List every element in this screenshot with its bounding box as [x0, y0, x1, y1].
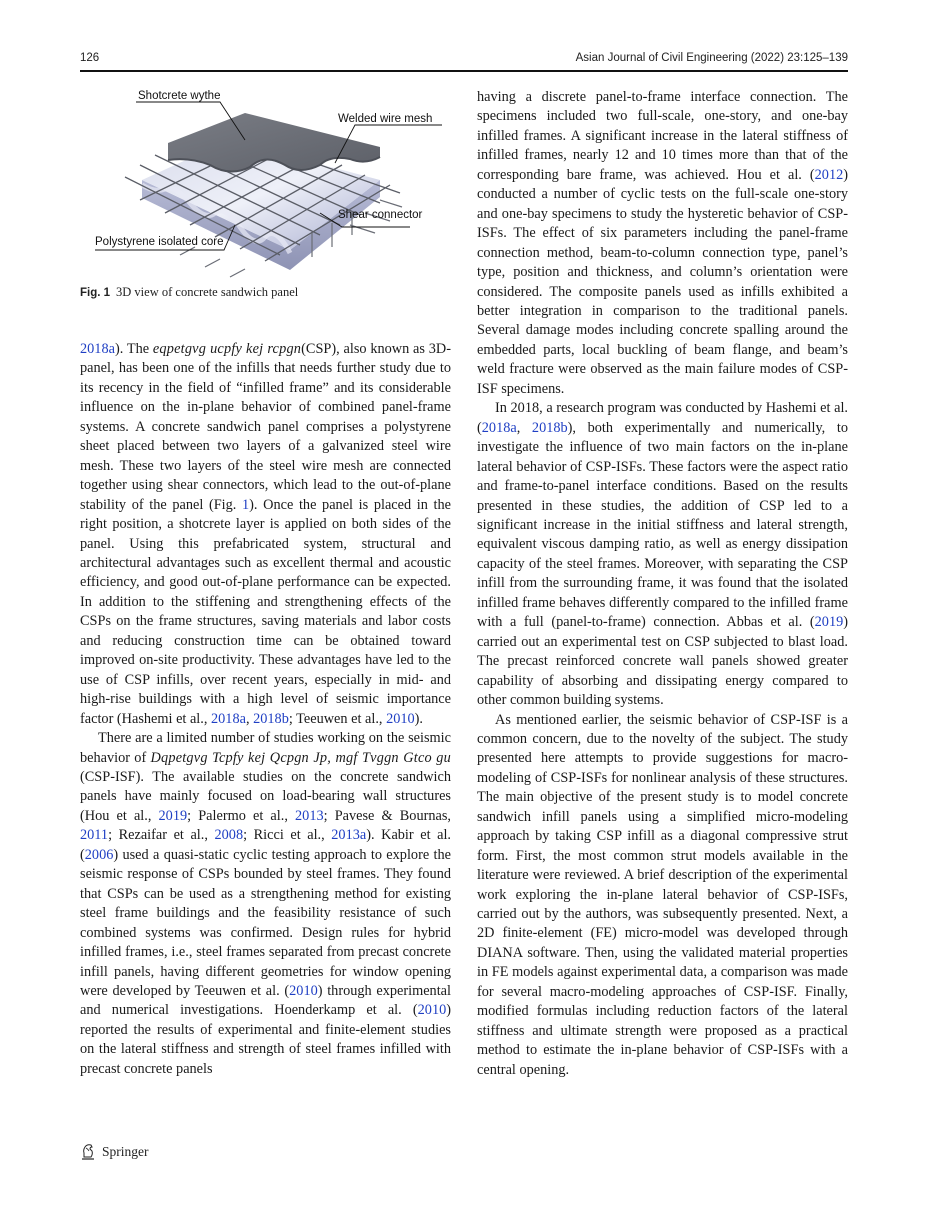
header-rule: [80, 70, 848, 72]
body-text: ,: [245, 710, 254, 727]
callout-polystyrene-core: Polystyrene isolated core: [95, 236, 224, 248]
citation-link[interactable]: 2010: [386, 710, 415, 727]
body-text: ; Rezaifar et al.,: [108, 827, 215, 844]
body-text: ), both experimentally and numerically, to investigate the influence of two main factors on the in-plane lateral behavior of CSP-ISFs. These factors were the aspect ratio and frame-to-panel interface conditions. Based on the results presented in these studies, the addition of CSP led to a significant increase in the initial stiffness and lateral strength, equivalent viscous damping ratio, as well as energy dissipation capacity of the steel frames. Moreover, with separating the CSP infill from the surrounding frame, it was found that the isolated infilled frame behaves differently compared to the infilled frame with a full (panel-to-frame) connection. Abbas et al. (: [477, 419, 848, 631]
body-text: ) carried out an experimental test on CSP subjected to blast load. The precast reinforced concrete wall panels showed greater capability of absorbing and dissipating energy compared to other common building systems.: [477, 614, 848, 709]
body-text: ; Palermo et al.,: [187, 807, 296, 824]
citation-link[interactable]: 2008: [214, 827, 244, 844]
paragraph: [477, 88, 848, 399]
citation-link[interactable]: 2013: [295, 807, 324, 824]
body-text: ). The: [114, 341, 153, 357]
citation-link[interactable]: 2012: [814, 166, 844, 183]
journal-citation: Asian Journal of Civil Engineering (2022) 23:125–139: [575, 52, 848, 64]
paragraph: [477, 399, 848, 710]
citation-link[interactable]: 2018a: [211, 710, 246, 727]
paragraph: [477, 711, 848, 1081]
citation-link[interactable]: 2018b: [531, 419, 568, 436]
body-text: ) reported the results of experimental and finite-element studies on the lateral stiffness and strength of steel frames infilled with precast concrete panels: [80, 1002, 451, 1077]
callout-welded-wire-mesh: Welded wire mesh: [338, 113, 433, 125]
springer-knight-icon: [80, 1143, 96, 1161]
paragraph: [80, 340, 451, 729]
paragraph: [80, 729, 451, 1079]
body-text: ; Pavese & Bournas,: [323, 807, 451, 824]
body-text: There are a limited number of studies working on the seismic behavior of: [80, 730, 451, 766]
body-text: ) conducted a number of cyclic tests on the full-scale one-story and one-bay specimens to study the hysteretic behavior of CSP-ISFs. The effect of six parameters including the panel-frame connection method, beam-to-column connection type, panel’s type, position and thickness, and column’s orientation were considered. The composite panels used as infills exhibited a better integration in comparison to the traditional panels. Several damage modes including concrete spalling around the embedded parts, local buckling of beam flange, and beam’s weld fracture were observed as the main failure modes of CSP-ISF specimens.: [477, 166, 848, 397]
body-text: (CSP-ISF). The available studies on the concrete sandwich panels have mainly focused on load-bearing wall structures (Hou et al.,: [80, 768, 451, 824]
page-number: 126: [80, 52, 100, 64]
citation-link[interactable]: 2013a: [331, 827, 367, 844]
body-text: ).: [414, 710, 423, 727]
right-column: [477, 88, 848, 1080]
body-text: As mentioned earlier, the seismic behavior of CSP-ISF is a common concern, due to the novelty of the subject. The study presented here attempts to provide suggestions for macro-modeling of CSP-ISFs for nonlinear analysis of these structures. The main objective of the present study is to model concrete sandwich infill panels using a simplified micro-modeling approach by taking CSP infill as a diagonal compressive strut form. First, the most common strut models available in the literature were reviewed. A brief description of the experimental work exploring the in-plane lateral behavior of CSP-ISFs, carried out by the authors, was subsequently presented. Next, a 2D finite-element (FE) micro-model was developed through DIANA software. Then, using the validated material properties in FE models against experimental data, a comparison was made for several macro-modeling approaches of CSP-ISF. Finally, modified formulas including reduction factors of the lateral stiffness and ultimate strength were proposed as a practical method to estimate the in-plane behavior of CSP-ISFs with a central opening.: [477, 711, 848, 1078]
publisher-name: Springer: [102, 1144, 149, 1159]
figure-caption: [80, 285, 298, 300]
garbled-italic-term: Dqpetgvg Tcpfy kej Qcpgn Jp, mgf Tvggn Gtco gu: [150, 749, 452, 766]
callout-shear-connector: Shear connector: [338, 209, 423, 221]
body-text: ). Kabir et al. (: [80, 827, 451, 863]
body-text: ). Once the panel is placed in the right position, a shotcrete layer is applied on both sides of the panel. Using this prefabricated system, structural and architectural advantages such as excellent thermal and acoustic efficiency, and good out-of-plane performance can be expected. In addition to the stiffening and strengthening effects of the CSPs on the frame structures, saving materials and labor costs and reducing construction time can be obtained toward improved on-site productivity. These advantages have led to the use of CSP infills, over recent years, especially in mid- and high-rise buildings with a high level of seismic importance factor (Hashemi et al.,: [80, 496, 452, 727]
figure-link[interactable]: 1: [242, 496, 250, 513]
citation-link[interactable]: 2019: [814, 614, 844, 631]
figure-1: [80, 85, 460, 285]
citation-link[interactable]: 2018b: [253, 710, 289, 727]
citation-link[interactable]: 2019: [158, 807, 188, 824]
body-text: (CSP), also known as 3D-panel, has been one of the infills that needs further study due to its recency in the field of “infilled frame” and its considerable influence on the in-plane behavior of combined panel-frame systems. A concrete sandwich panel comprises a polystyrene sheet placed between two layers of a galvanized steel wire mesh. These two layers of the steel wire mesh are connected together using shear connectors, which lead to the out-of-plane stability of the panel (Fig.: [80, 341, 452, 513]
body-text: ; Teeuwen et al.,: [288, 710, 387, 727]
running-header: [80, 50, 848, 68]
body-text: ,: [516, 419, 532, 436]
garbled-italic-term: eqpetgvg ucpfy kej rcpgn: [152, 341, 302, 357]
body-text: ) used a quasi-static cyclic testing approach to explore the seismic response of CSPs bounded by steel frames. They found that CSPs can be used as a strengthening method for existing steel frame buildings and the feasibility resistance of such combined systems was confirmed. Design rules for hybrid infilled frames, i.e., steel frames separated from precast concrete infill panels, having different geometries for window opening were developed by Teeuwen et al. (: [80, 846, 451, 999]
citation-link[interactable]: 2006: [84, 846, 114, 863]
citation-link[interactable]: 2018a: [80, 341, 115, 357]
body-text: having a discrete panel-to-frame interface connection. The specimens included two full-scale, one-story, and one-bay infilled frames. A significant increase in the lateral stiffness of infilled frames, nearly 12 and 10 times more than that of the corresponding bare frame, was achieved. Hou et al. (: [477, 89, 848, 183]
body-text: ; Ricci et al.,: [243, 827, 332, 844]
callout-shotcrete-wythe: Shotcrete wythe: [138, 90, 221, 102]
figure-caption-text: 3D view of concrete sandwich panel: [116, 285, 299, 299]
figure-label: Fig. 1: [80, 287, 111, 299]
page-footer: [80, 1143, 149, 1161]
left-column: [80, 340, 451, 1079]
citation-link[interactable]: 2010: [289, 982, 318, 999]
body-text: In 2018, a research program was conducted by Hashemi et al. (: [477, 400, 848, 436]
citation-link[interactable]: 2010: [417, 1002, 447, 1019]
citation-link[interactable]: 2011: [80, 827, 109, 844]
citation-link[interactable]: 2018a: [481, 419, 517, 436]
body-text: ) through experimental and numerical investigations. Hoenderkamp et al. (: [80, 982, 451, 1019]
